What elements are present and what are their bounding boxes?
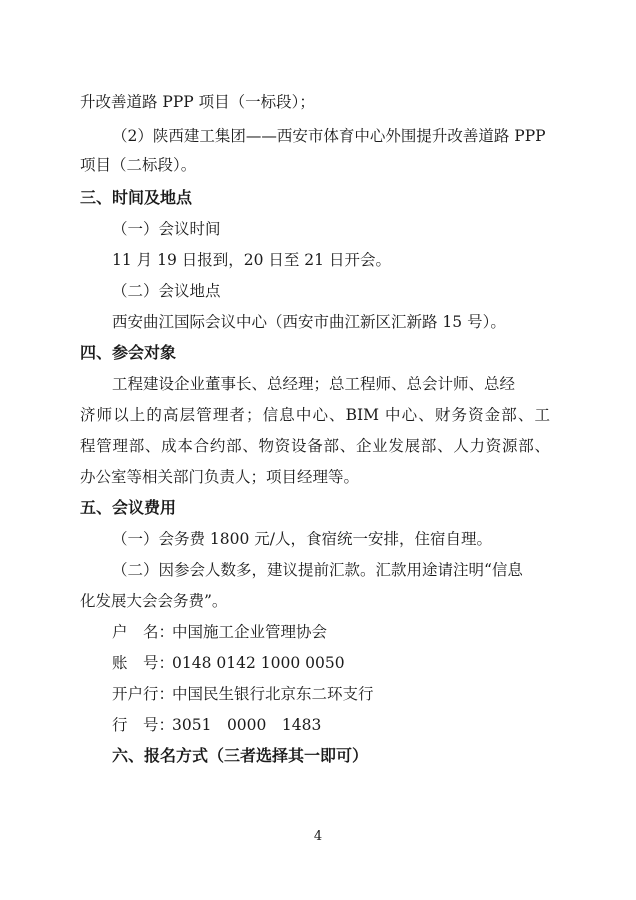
text-line: 11 月 19 日报到，20 日至 21 日开会。 <box>112 251 391 269</box>
bank-branch-label: 开户行： <box>112 685 175 703</box>
text-line: 项目（二标段）。 <box>80 156 197 174</box>
text-line: 济师以上的高层管理者；信息中心、BIM 中心、财务资金部、工 <box>80 406 550 424</box>
bank-name-label: 户 名： <box>112 623 175 641</box>
bank-branch-row <box>112 684 374 704</box>
bank-name-value: 中国施工企业管理协会 <box>172 623 328 641</box>
bank-branch-value: 中国民生银行北京东二环支行 <box>172 685 374 703</box>
bank-account-row <box>112 653 345 673</box>
page-number: 4 <box>313 829 323 844</box>
subsection-heading: （二）会议地点 <box>112 282 221 300</box>
bank-account-label: 账 号： <box>112 654 175 672</box>
bank-code-label: 行 号： <box>112 716 175 734</box>
section-heading: 四、参会对象 <box>80 343 177 362</box>
bank-account-value: 0148 0142 1000 0050 <box>172 654 345 672</box>
text-line: 程管理部、成本合约部、物资设备部、企业发展部、人力资源部、 <box>80 437 550 455</box>
text-line: 办公室等相关部门负责人；项目经理等。 <box>80 468 360 486</box>
bank-code-value: 3051 0000 1483 <box>172 716 322 734</box>
section-heading: 五、会议费用 <box>80 498 177 517</box>
text-line: 工程建设企业董事长、总经理；总工程师、总会计师、总经 <box>112 375 516 393</box>
bank-name-row <box>112 622 327 642</box>
section-heading: 六、报名方式（三者选择其一即可） <box>112 746 369 765</box>
text-line: 西安曲江国际会议中心（西安市曲江新区汇新路 15 号）。 <box>112 313 506 331</box>
subsection-heading: （一）会议时间 <box>112 220 221 238</box>
text-line: 化发展大会会务费”。 <box>80 592 228 610</box>
section-heading: 三、时间及地点 <box>80 188 193 207</box>
bank-code-row <box>112 715 321 735</box>
text-line: （2）陕西建工集团——西安市体育中心外围提升改善道路 PPP <box>112 127 546 145</box>
text-line: （一）会务费 1800 元/人，食宿统一安排，住宿自理。 <box>112 530 493 548</box>
text-line: （二）因参会人数多，建议提前汇款。汇款用途请注明“信息 <box>112 561 523 579</box>
text-line: 升改善道路 PPP 项目（一标段）； <box>80 93 315 111</box>
